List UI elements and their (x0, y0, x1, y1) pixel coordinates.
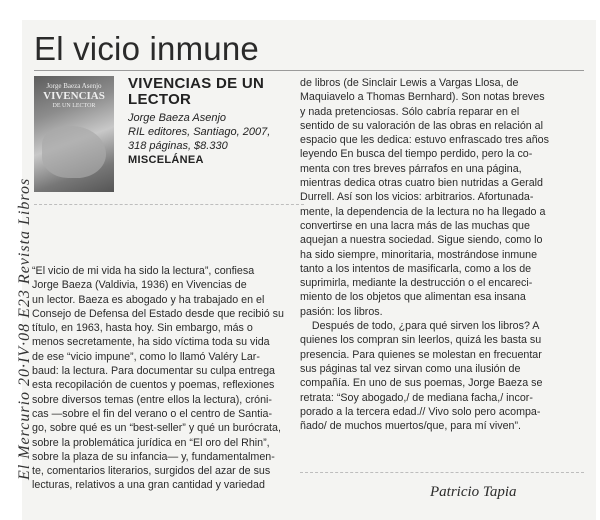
text-line: lecturas, relativos a una gran cantidad y variedad (32, 479, 265, 492)
text-line: quienes los compran sin leerlos, quizá les basta su (300, 334, 542, 347)
book-publisher: RIL editores, Santiago, 2007, (128, 126, 271, 138)
text-line: de ese “vicio impune”, como lo llamó Valéry Lar- (32, 350, 260, 363)
text-line: go, sobre qué es un “best-seller” y qué un burócrata, (32, 422, 281, 435)
text-line: Después de todo, ¿para qué sirven los libros? A (300, 320, 540, 333)
text-line: tanto a los intentos de masificarla, como a los de (300, 262, 532, 275)
text-line: Consejo de Defensa del Estado desde que recibió su (32, 307, 284, 320)
text-line: convertirse en una lacra más de las muchas que (300, 219, 530, 232)
headline-rule (34, 70, 584, 71)
cover-subtitle-text: DE UN LECTOR (52, 103, 96, 109)
book-genre: MISCELÁNEA (128, 154, 204, 166)
cover-illustration (42, 126, 106, 178)
text-line: sus páginas tal vez sirvan como una ilusión de (300, 362, 521, 375)
article-column-right (300, 76, 576, 433)
text-line: de libros (de Sinclair Lewis a Vargas Llosa, de (300, 77, 519, 89)
text-line: menta con tres breves párrafos en una página, (300, 162, 522, 175)
text-line: título, en 1963, hasta hoy. Sin embargo, más o (32, 322, 253, 335)
text-line: Jorge Baeza (Valdivia, 1936) en Vivencias de (32, 279, 247, 292)
text-line: mente, la dependencia de la lectura no ha llegado a (300, 205, 546, 218)
text-line: espacio que les dedica: estuvo enfrascado tres años (300, 134, 549, 147)
section-divider (34, 204, 304, 205)
book-author: Jorge Baeza Asenjo (128, 112, 227, 124)
text-line: pasión: los libros. (300, 305, 383, 318)
text-line: “El vicio de mi vida ha sido la lectura”, confiesa (32, 265, 255, 277)
text-line: cas —sobre el fin del verano o el centro de Santia- (32, 407, 273, 420)
text-line: presencia. Para quienes se molestan en frecuentar (300, 348, 542, 361)
book-title: VIVENCIAS DE UN LECTOR (128, 75, 265, 108)
text-line: compañía. En uno de sus poemas, Jorge Baeza se (300, 377, 543, 390)
text-line: te, comentarios literarios, surgidos del azar de sus (32, 465, 271, 478)
text-line: esta recopilación de cuentos y poemas, reflexiones (32, 379, 275, 392)
text-line: sobre la problemática jurídica en “El oro del Rhin”, (32, 436, 270, 449)
text-line: baud: la lectura. Para documentar su culpa entrega (32, 365, 275, 378)
text-line: sobre diversos temas (entre ellos la lectura), cróni- (32, 393, 272, 406)
text-line: menos secretamente, ha sido víctima toda su vida (32, 336, 270, 349)
book-info (128, 76, 308, 167)
text-line: sentido de su valoración de las obras en relación al (300, 119, 543, 132)
book-cover-image (34, 76, 114, 192)
text-line: y nada pretenciosas. Sólo cabría reparar en el (300, 105, 520, 118)
article-column-left (32, 264, 300, 493)
text-line: Durrell. Así son los vicios: arbitrarios. Afortunada- (300, 191, 534, 204)
text-line: ñado/ de muchos muertos/que, para mí viven”. (300, 420, 521, 433)
text-line: suprimirla, mediante la destrucción o el encareci- (300, 277, 533, 290)
article-headline: El vicio inmune (34, 30, 259, 67)
text-line: mientras dedica otras cuatro bien nutridas a Gerald (300, 177, 543, 190)
text-line: retrata: “Soy abogado,/ de mediana facha,/ incor- (300, 391, 533, 404)
text-line: porado a la tercera edad.// Vivo solo pero acompa- (300, 405, 541, 418)
byline-rule (300, 472, 584, 473)
book-details: 318 páginas, $8.330 (128, 140, 228, 152)
text-line: leyendo En busca del tiempo perdido, pero la co- (300, 148, 533, 161)
text-line: un lector. Baeza es abogado y ha trabajado en el (32, 293, 265, 306)
cover-author-text: Jorge Baeza Asenjo (46, 82, 102, 90)
article-byline: Patricio Tapia (430, 484, 517, 500)
text-line: Maquiavelo a Thomas Bernhard). Son notas breves (300, 91, 545, 104)
text-line: ha sido siempre, minoritaria, mostrándose inmune (300, 248, 538, 261)
text-line: miento de los objetos que alimentan esa insana (300, 291, 526, 304)
text-line: sobre la plaza de su infancia— y, fundamentalmen- (32, 450, 275, 463)
cover-title-text: VIVENCIAS (43, 90, 105, 102)
text-line: aquejan a nuestra sociedad. Sigue siendo, como lo (300, 234, 543, 247)
handwritten-source-note: El Mercurio 20·IV·08 E23 Revista Libros (16, 177, 33, 480)
